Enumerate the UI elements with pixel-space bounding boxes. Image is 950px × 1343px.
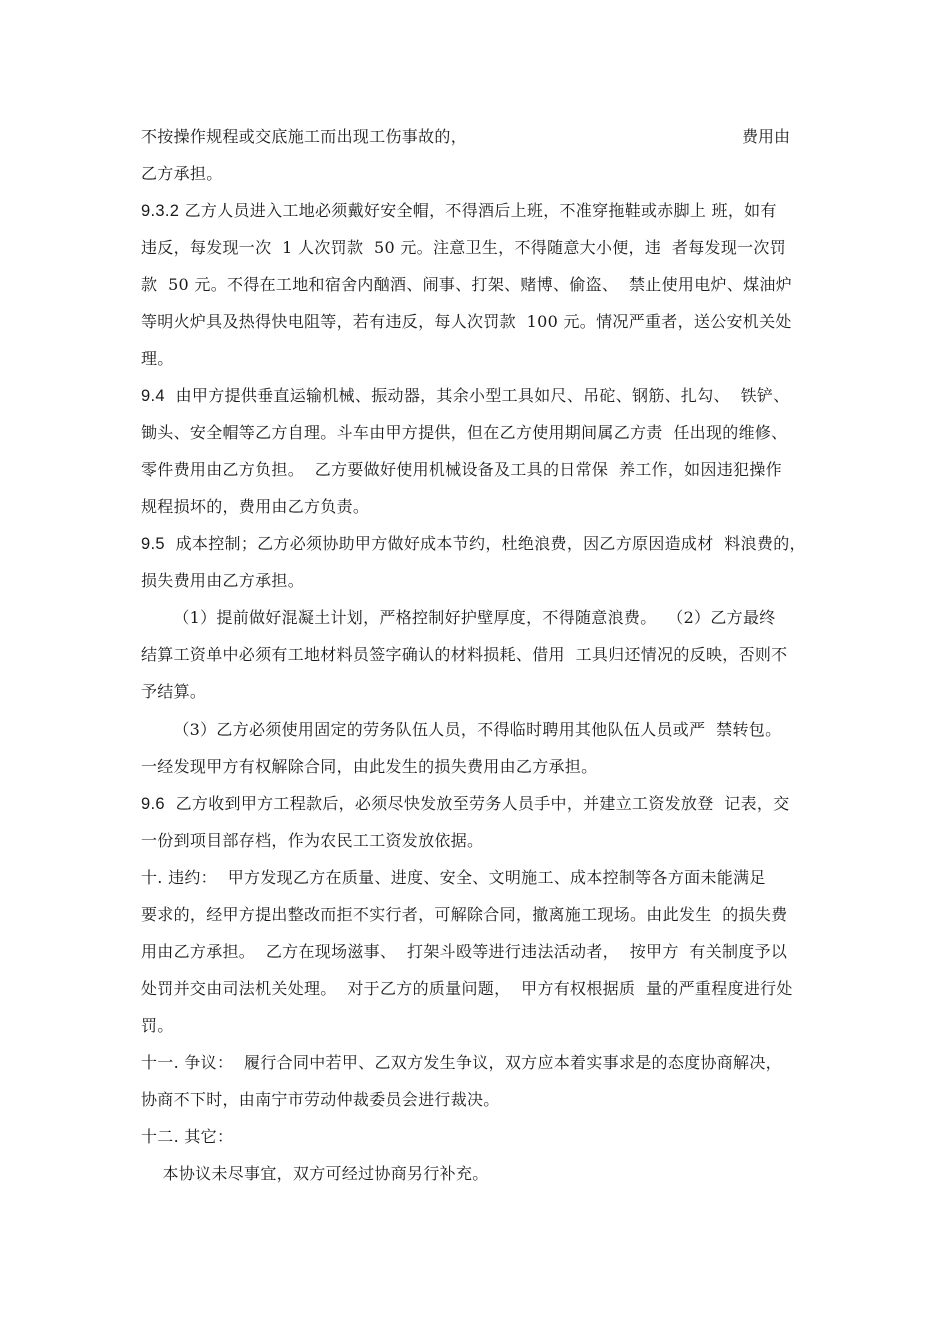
section-10-heading: 十. 违约： 甲方发现乙方在质量、进度、安全、文明施工、成本控制等各方面未能满足	[141, 868, 766, 887]
clause-number: 9.6	[141, 795, 165, 813]
text-segment: 乙方人员进入工地必须戴好安全帽，不得酒后上班，不准穿拖鞋或赤脚上 班，如有	[179, 201, 777, 220]
text-line: 本协议未尽事宜，双方可经过协商另行补充。	[141, 1164, 489, 1183]
section-11-heading: 十一. 争议： 履行合同中若甲、乙双方发生争议，双方应本着实事求是的态度协商解决，	[141, 1053, 782, 1072]
text-line: 协商不下时，由南宁市劳动仲裁委员会进行裁决。	[141, 1090, 500, 1109]
text-line: （1）提前做好混凝土计划，严格控制好护壁厚度，不得随意浪费。 （2）乙方最终	[141, 608, 776, 627]
text-segment: 由甲方提供垂直运输机械、振动器，其余小型工具如尺、吊砣、钢筋、扎勾、 铁铲、	[164, 386, 790, 405]
text-line-right: 费用由	[742, 127, 791, 146]
text-line: 用由乙方承担。 乙方在现场滋事、 打架斗殴等进行违法活动者， 按甲方 有关制度予以	[141, 942, 788, 961]
text-line: 违反，每发现一次 1 人次罚款 50 元。注意卫生，不得随意大小便，违 者每发现一次罚	[141, 238, 787, 257]
text-line: 理。	[141, 349, 174, 368]
clause-number: 9.5	[141, 535, 165, 553]
text-line: 规程损坏的，费用由乙方负责。	[141, 497, 370, 516]
text-line: （3）乙方必须使用固定的劳务队伍人员，不得临时聘用其他队伍人员或严 禁转包。	[141, 720, 782, 739]
text-line: 一份到项目部存档，作为农民工工资发放依据。	[141, 831, 484, 850]
text-segment: 成本控制；乙方必须协助甲方做好成本节约，杜绝浪费，因乙方原因造成材 料浪费的，	[164, 534, 806, 553]
text-segment: 乙方收到甲方工程款后，必须尽快发放至劳务人员手中，并建立工资发放登 记表，交	[164, 794, 790, 813]
text-line: 损失费用由乙方承担。	[141, 571, 305, 590]
text-line: 结算工资单中必须有工地材料员签字确认的材料损耗、借用 工具归还情况的反映，否则不	[141, 645, 788, 664]
clause-number: 9.4	[141, 387, 165, 405]
clause-9-3-2	[141, 201, 777, 221]
text-line: 一经发现甲方有权解除合同，由此发生的损失费用由乙方承担。	[141, 757, 598, 776]
text-line: 予结算。	[141, 682, 207, 701]
text-line: 处罚并交由司法机关处理。 对于乙方的质量问题， 甲方有权根据质 量的严重程度进行处	[141, 979, 793, 998]
clause-number: 9.3.2	[141, 202, 180, 220]
text-line: 零件费用由乙方负担。 乙方要做好使用机械设备及工具的日常保 养工作，如因违犯操作	[141, 460, 782, 479]
clause-9-4	[141, 386, 790, 406]
text-segment: 不按操作规程或交底施工而出现工伤事故的，	[141, 127, 468, 146]
text-line	[141, 127, 467, 147]
clause-9-6	[141, 794, 790, 814]
section-12-heading: 十二. 其它：	[141, 1127, 234, 1146]
text-line: 乙方承担。	[141, 164, 223, 183]
text-line: 款 50 元。不得在工地和宿舍内酗酒、闹事、打架、赌博、偷盗、 禁止使用电炉、煤油炉	[141, 275, 792, 294]
clause-9-5	[141, 534, 806, 554]
text-line: 罚。	[141, 1016, 174, 1035]
text-line: 锄头、安全帽等乙方自理。斗车由甲方提供，但在乙方使用期间属乙方责 任出现的维修、	[141, 423, 788, 442]
text-line: 要求的，经甲方提出整改而拒不实行者，可解除合同，撤离施工现场。由此发生 的损失费	[141, 905, 788, 924]
text-line: 等明火炉具及热得快电阻等，若有违反，每人次罚款 100 元。情况严重者，送公安机关处	[141, 312, 792, 331]
